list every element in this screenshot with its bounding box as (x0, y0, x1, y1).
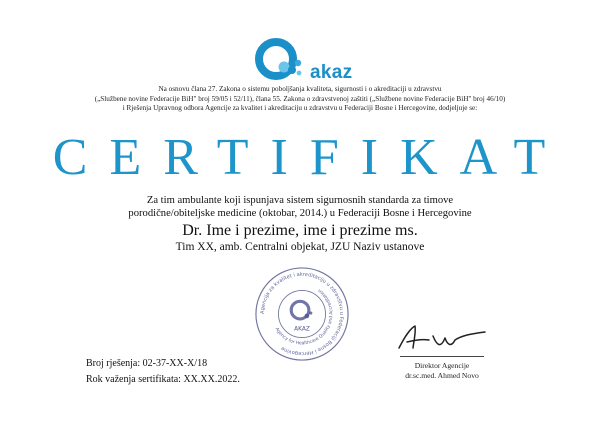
director-signature (393, 322, 493, 352)
certificate-validity: Rok važenja sertifikata: XX.XX.2022. (86, 374, 240, 385)
director-title: Direktor Agencije (414, 361, 470, 370)
logo-text: akaz (310, 62, 353, 83)
stamp-outer-text: Agencija za kvalitet i akreditaciju u zdravstvu u Federaciji Bosne i Hercegovine (259, 271, 345, 357)
stamp-center-text: AKAZ (294, 326, 310, 333)
recipient-name: Dr. Ime i prezime, ime i prezime ms. (182, 222, 418, 239)
team-info: Tim XX, amb. Centralni objekat, JZU Naziv ustanove (175, 241, 425, 253)
legal-line: („Službene novine Federacije BiH" broj 59/05 i 52/11), člana 55. Zakona o zdravstvenoj zaštiti („Službene novine Federacije BiH" broj 46/10) (94, 94, 506, 103)
signature-line (400, 356, 484, 357)
certificate-title: CERTIFIKAT (52, 129, 568, 186)
stamp-inner-text: Agency for Healthcare Quality and Accreditation (273, 287, 335, 347)
director-name: dr.sc.med. Ahmed Novo (405, 371, 479, 380)
decision-number: Broj rješenja: 02-37-XX-X/18 (86, 358, 208, 369)
official-stamp-icon (253, 265, 351, 363)
legal-line: i Rješenja Upravnog odbora Agencije za kvalitet i akreditaciju u zdravstvu u Federaciji Bosne i Hercegovine, dodjeljuje se: (122, 104, 478, 112)
purpose-line: Za tim ambulante koji ispunjava sistem sigurnosnih standarda za timove (146, 195, 454, 206)
purpose-line: porodične/obiteljske medicine (oktobar, 2014.) u Federaciji Bosne i Hercegovine (128, 208, 472, 219)
legal-basis (60, 85, 540, 114)
director-block (380, 361, 504, 381)
certificate-purpose (60, 194, 540, 220)
legal-line: Na osnovu člana 27. Zakona o sistemu poboljšanja kvaliteta, sigurnosti i o akreditaciji u zdravstvu (158, 85, 442, 93)
